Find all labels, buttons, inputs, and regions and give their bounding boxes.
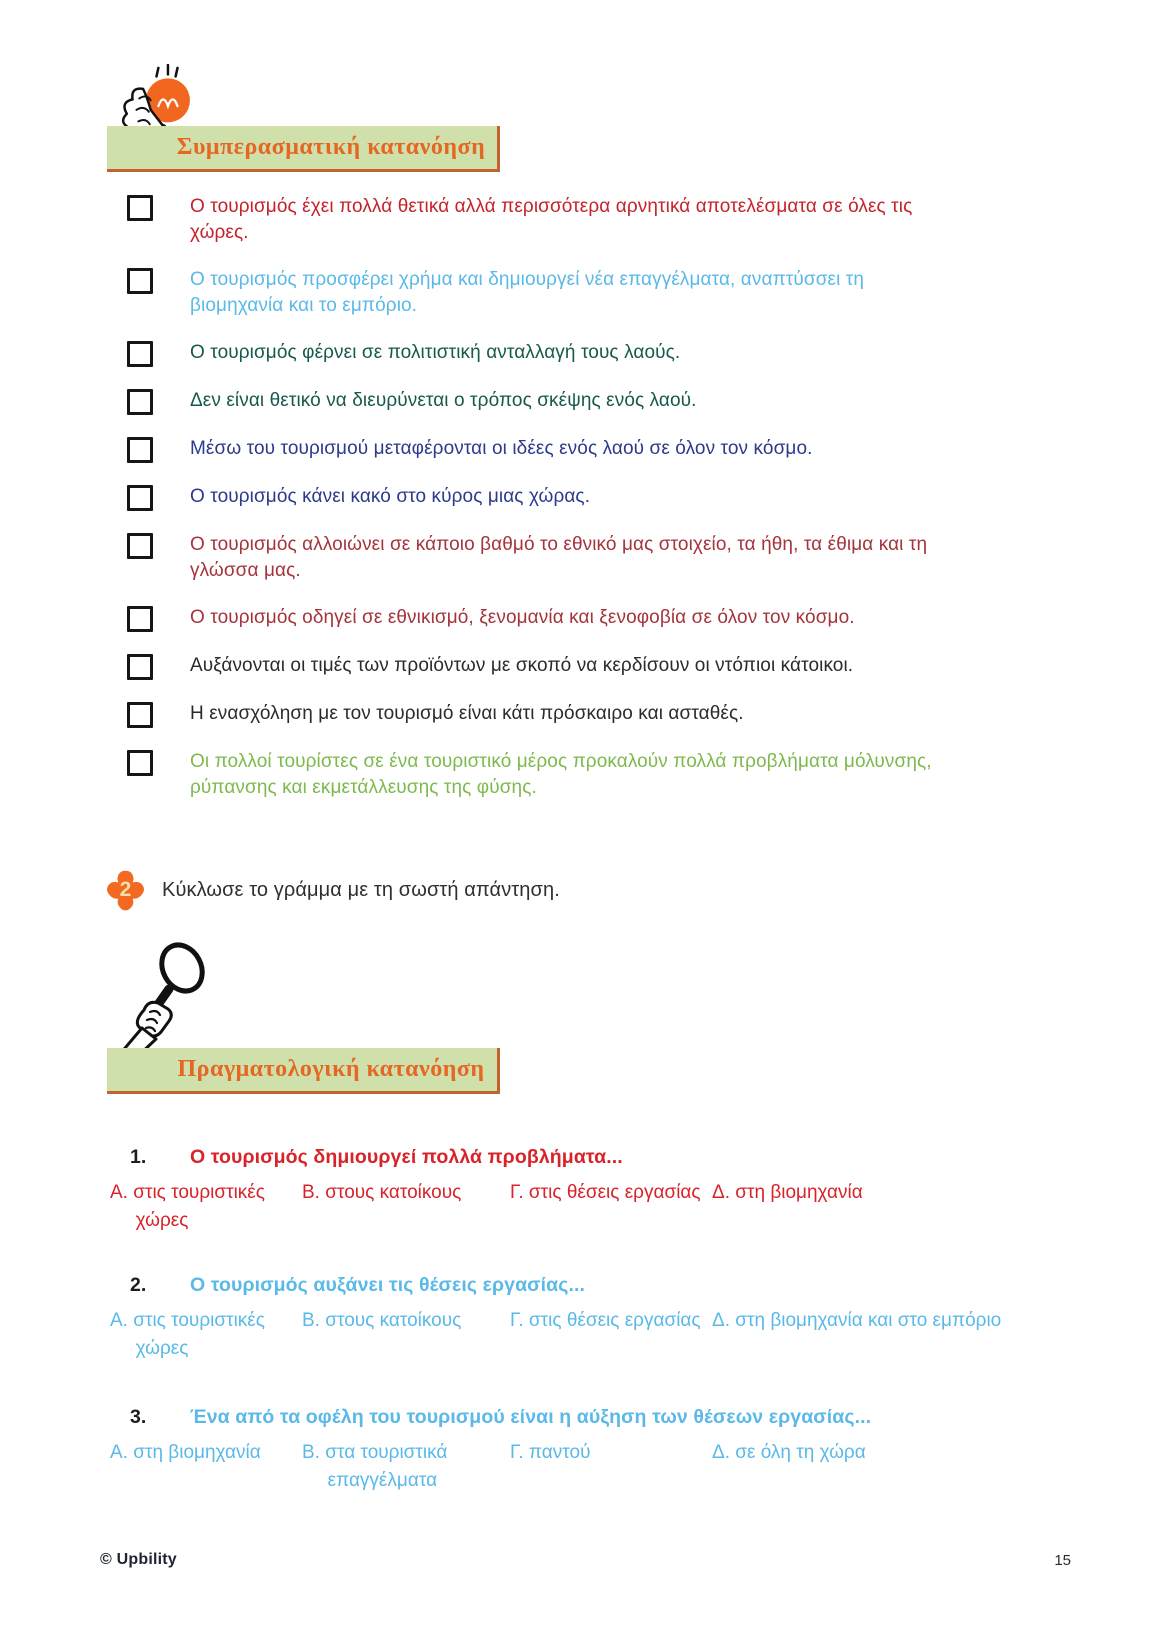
- checkbox[interactable]: [127, 268, 153, 294]
- footer-copyright: © Upbility: [100, 1551, 177, 1568]
- checkbox[interactable]: [127, 654, 153, 680]
- option-b[interactable]: Β. στα τουριστικά επαγγέλματα: [302, 1442, 448, 1491]
- option-d[interactable]: Δ. σε όλη τη χώρα: [712, 1442, 866, 1463]
- checklist-item: [127, 267, 939, 319]
- option-a[interactable]: Α. στις τουριστικές χώρες: [110, 1310, 265, 1359]
- checklist-item: [127, 436, 939, 463]
- checklist: [127, 194, 939, 801]
- question-3: [100, 1406, 1080, 1495]
- checklist-item-text: Ο τουρισμός κάνει κακό στο κύρος μιας χώρας.: [190, 486, 591, 507]
- option-b[interactable]: Β. στους κατοίκους: [302, 1310, 462, 1331]
- checklist-item: [127, 194, 939, 246]
- checkbox[interactable]: [127, 533, 153, 559]
- question-number: 1.: [130, 1146, 147, 1168]
- checkbox[interactable]: [127, 437, 153, 463]
- checklist-item-text: Αυξάνονται οι τιμές των προϊόντων με σκοπό να κερδίσουν οι ντόπιοι κάτοικοι.: [190, 655, 854, 676]
- checklist-item: [127, 653, 939, 680]
- task-2-row: [104, 869, 560, 912]
- checklist-item: [127, 388, 939, 415]
- checklist-item-text: Μέσω του τουρισμού μεταφέρονται οι ιδέες ενός λαού σε όλον τον κόσμο.: [190, 438, 813, 459]
- option-a[interactable]: Α. στις τουριστικές χώρες: [110, 1182, 265, 1231]
- option-d[interactable]: Δ. στη βιομηχανία και στο εμπόριο: [712, 1310, 1002, 1331]
- options-row: [100, 1307, 1080, 1363]
- checklist-item-text: Ο τουρισμός έχει πολλά θετικά αλλά περισσότερα αρνητικά αποτελέσματα σε όλες τις χώρες.: [190, 196, 913, 243]
- checklist-item-text: Ο τουρισμός αλλοιώνει σε κάποιο βαθμό το εθνικό μας στοιχείο, τα ήθη, τα έθιμα και τη γλώσσα μας.: [190, 534, 928, 581]
- task-number-badge: [104, 869, 147, 912]
- checklist-item: [127, 701, 939, 728]
- option-g[interactable]: Γ. στις θέσεις εργασίας: [510, 1310, 701, 1331]
- checklist-item: [127, 484, 939, 511]
- task-instruction: Κύκλωσε το γράμμα με τη σωστή απάντηση.: [162, 879, 560, 901]
- checkbox[interactable]: [127, 606, 153, 632]
- checklist-item-text: Οι πολλοί τουρίστες σε ένα τουριστικό μέρος προκαλούν πολλά προβλήματα μόλυνσης, ρύπανσης και εκμετάλλευσης της φύσης.: [190, 751, 932, 798]
- checklist-item-text: Ο τουρισμός προσφέρει χρήμα και δημιουργεί νέα επαγγέλματα, αναπτύσσει τη βιομηχανία και το εμπόριο.: [190, 269, 865, 316]
- page-footer: [0, 1551, 1157, 1569]
- option-d[interactable]: Δ. στη βιομηχανία: [712, 1182, 863, 1203]
- checkbox[interactable]: [127, 485, 153, 511]
- checklist-item: [127, 532, 939, 584]
- checkbox[interactable]: [127, 195, 153, 221]
- option-b[interactable]: Β. στους κατοίκους: [302, 1182, 462, 1203]
- hand-magnifier-icon: [116, 940, 224, 1058]
- checklist-item-text: Η ενασχόληση με τον τουρισμό είναι κάτι πρόσκαιρο και ασταθές.: [190, 703, 744, 724]
- question-text: Ένα από τα οφέλη του τουρισμού είναι η αύξηση των θέσεων εργασίας...: [190, 1406, 872, 1428]
- page-number: 15: [1054, 1551, 1071, 1569]
- checkbox[interactable]: [127, 341, 153, 367]
- question-text: Ο τουρισμός δημιουργεί πολλά προβλήματα...: [190, 1146, 623, 1168]
- task-number: 2: [119, 878, 132, 901]
- question-number: 3.: [130, 1406, 147, 1428]
- checkbox[interactable]: [127, 750, 153, 776]
- checklist-item: [127, 340, 939, 367]
- checklist-item-text: Ο τουρισμός φέρνει σε πολιτιστική ανταλλαγή τους λαούς.: [190, 342, 681, 363]
- question-2: [100, 1274, 1080, 1363]
- options-row: [100, 1179, 1080, 1235]
- question-1: [100, 1146, 1080, 1235]
- checklist-item: [127, 605, 939, 632]
- option-a[interactable]: Α. στη βιομηχανία: [110, 1442, 261, 1463]
- section-factual-title: Πραγματολογική κατανόηση: [177, 1056, 485, 1082]
- option-g[interactable]: Γ. στις θέσεις εργασίας: [510, 1182, 701, 1203]
- section-factual-banner: [107, 1048, 500, 1094]
- checklist-item-text: Δεν είναι θετικό να διευρύνεται ο τρόπος σκέψης ενός λαού.: [190, 390, 697, 411]
- section-inferential-title: Συμπερασματική κατανόηση: [176, 134, 486, 160]
- section-inferential-banner: [107, 126, 500, 172]
- option-g[interactable]: Γ. παντού: [510, 1442, 591, 1463]
- checklist-item-text: Ο τουρισμός οδηγεί σε εθνικισμό, ξενομανία και ξενοφοβία σε όλον τον κόσμο.: [190, 607, 855, 628]
- question-number: 2.: [130, 1274, 147, 1296]
- checkbox[interactable]: [127, 389, 153, 415]
- checklist-item: [127, 749, 939, 801]
- question-text: Ο τουρισμός αυξάνει τις θέσεις εργασίας...: [190, 1274, 586, 1296]
- checkbox[interactable]: [127, 702, 153, 728]
- options-row: [100, 1439, 1080, 1495]
